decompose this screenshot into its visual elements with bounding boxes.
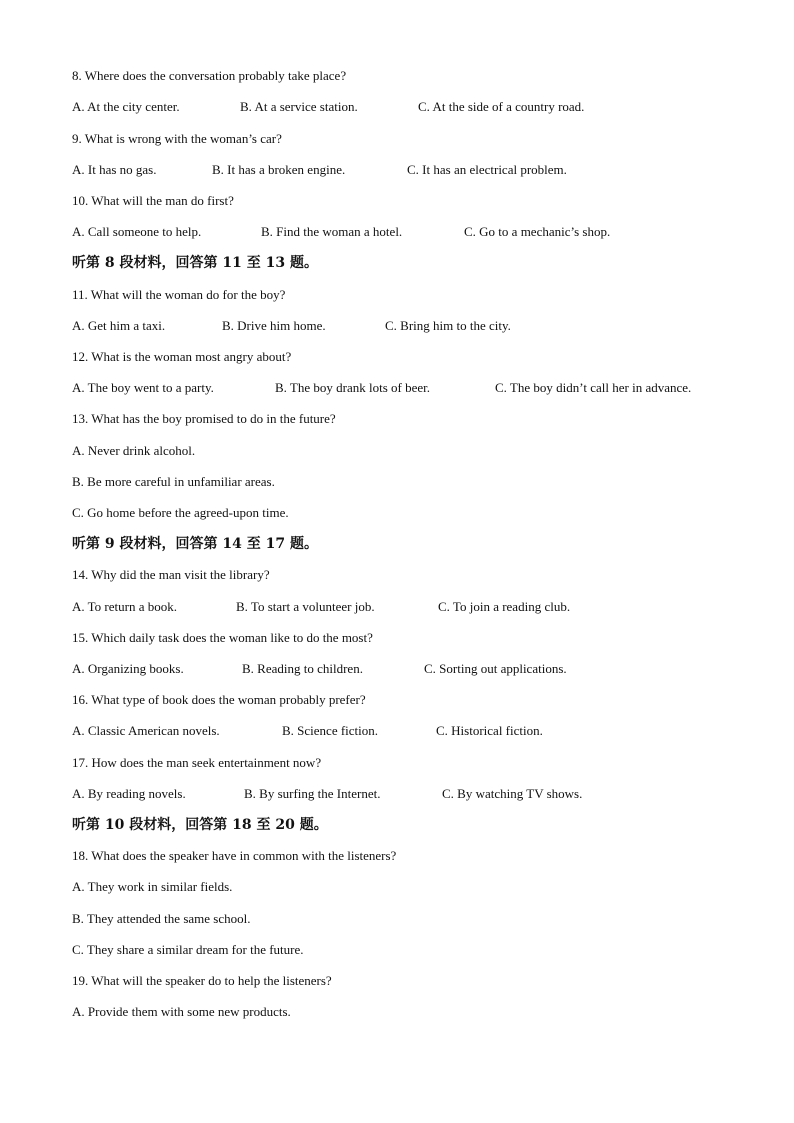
question-12-option-c: C. The boy didn’t call her in advance. bbox=[495, 380, 692, 395]
question-11-option-b: B. Drive him home. bbox=[222, 318, 326, 333]
question-13-option-c: C. Go home before the agreed-upon time. bbox=[72, 505, 289, 520]
question-10-option-c: C. Go to a mechanic’s shop. bbox=[464, 224, 611, 239]
question-10-option-b: B. Find the woman a hotel. bbox=[261, 224, 403, 239]
question-19-stem: 19. What will the speaker do to help the listeners? bbox=[72, 973, 332, 988]
section-10-heading: 听第 10 段材料，回答第 18 至 20 题。 bbox=[72, 817, 328, 833]
question-18-option-b: B. They attended the same school. bbox=[72, 911, 251, 926]
question-9-option-c: C. It has an electrical problem. bbox=[407, 162, 567, 177]
question-10-option-a: A. Call someone to help. bbox=[72, 224, 202, 239]
question-16-option-b: B. Science fiction. bbox=[282, 723, 379, 738]
question-14-option-b: B. To start a volunteer job. bbox=[236, 599, 375, 614]
question-12-stem: 12. What is the woman most angry about? bbox=[72, 349, 292, 364]
question-13-option-b: B. Be more careful in unfamiliar areas. bbox=[72, 474, 275, 489]
section-8-heading: 听第 8 段材料，回答第 11 至 13 题。 bbox=[72, 255, 318, 271]
question-12-option-a: A. The boy went to a party. bbox=[72, 380, 214, 395]
question-15-option-a: A. Organizing books. bbox=[72, 661, 184, 676]
question-16-stem: 16. What type of book does the woman probably prefer? bbox=[72, 692, 366, 707]
question-17-option-c: C. By watching TV shows. bbox=[442, 786, 583, 801]
question-8-option-c: C. At the side of a country road. bbox=[418, 99, 585, 114]
question-14-stem: 14. Why did the man visit the library? bbox=[72, 567, 270, 582]
question-11-option-a: A. Get him a taxi. bbox=[72, 318, 166, 333]
question-9-option-b: B. It has a broken engine. bbox=[212, 162, 346, 177]
question-15-option-b: B. Reading to children. bbox=[242, 661, 363, 676]
question-15-option-c: C. Sorting out applications. bbox=[424, 661, 567, 676]
question-10-stem: 10. What will the man do first? bbox=[72, 193, 234, 208]
question-14-option-c: C. To join a reading club. bbox=[438, 599, 571, 614]
question-9-stem: 9. What is wrong with the woman’s car? bbox=[72, 131, 282, 146]
question-9-option-a: A. It has no gas. bbox=[72, 162, 157, 177]
question-18-option-c: C. They share a similar dream for the future. bbox=[72, 942, 304, 957]
question-16-option-a: A. Classic American novels. bbox=[72, 723, 220, 738]
question-18-stem: 18. What does the speaker have in common with the listeners? bbox=[72, 848, 397, 863]
section-9-heading: 听第 9 段材料，回答第 14 至 17 题。 bbox=[72, 536, 318, 552]
question-11-option-c: C. Bring him to the city. bbox=[385, 318, 511, 333]
question-8-option-a: A. At the city center. bbox=[72, 99, 180, 114]
question-12-option-b: B. The boy drank lots of beer. bbox=[275, 380, 431, 395]
question-18-option-a: A. They work in similar fields. bbox=[72, 879, 233, 894]
question-14-option-a: A. To return a book. bbox=[72, 599, 177, 614]
question-17-stem: 17. How does the man seek entertainment now? bbox=[72, 755, 322, 770]
question-11-stem: 11. What will the woman do for the boy? bbox=[72, 287, 286, 302]
question-8-stem: 8. Where does the conversation probably take place? bbox=[72, 68, 347, 83]
question-8-option-b: B. At a service station. bbox=[240, 99, 358, 114]
question-17-option-a: A. By reading novels. bbox=[72, 786, 186, 801]
question-19-option-a: A. Provide them with some new products. bbox=[72, 1004, 291, 1019]
question-17-option-b: B. By surfing the Internet. bbox=[244, 786, 381, 801]
question-13-option-a: A. Never drink alcohol. bbox=[72, 443, 196, 458]
question-16-option-c: C. Historical fiction. bbox=[436, 723, 543, 738]
question-13-stem: 13. What has the boy promised to do in the future? bbox=[72, 411, 336, 426]
question-15-stem: 15. Which daily task does the woman like to do the most? bbox=[72, 630, 373, 645]
